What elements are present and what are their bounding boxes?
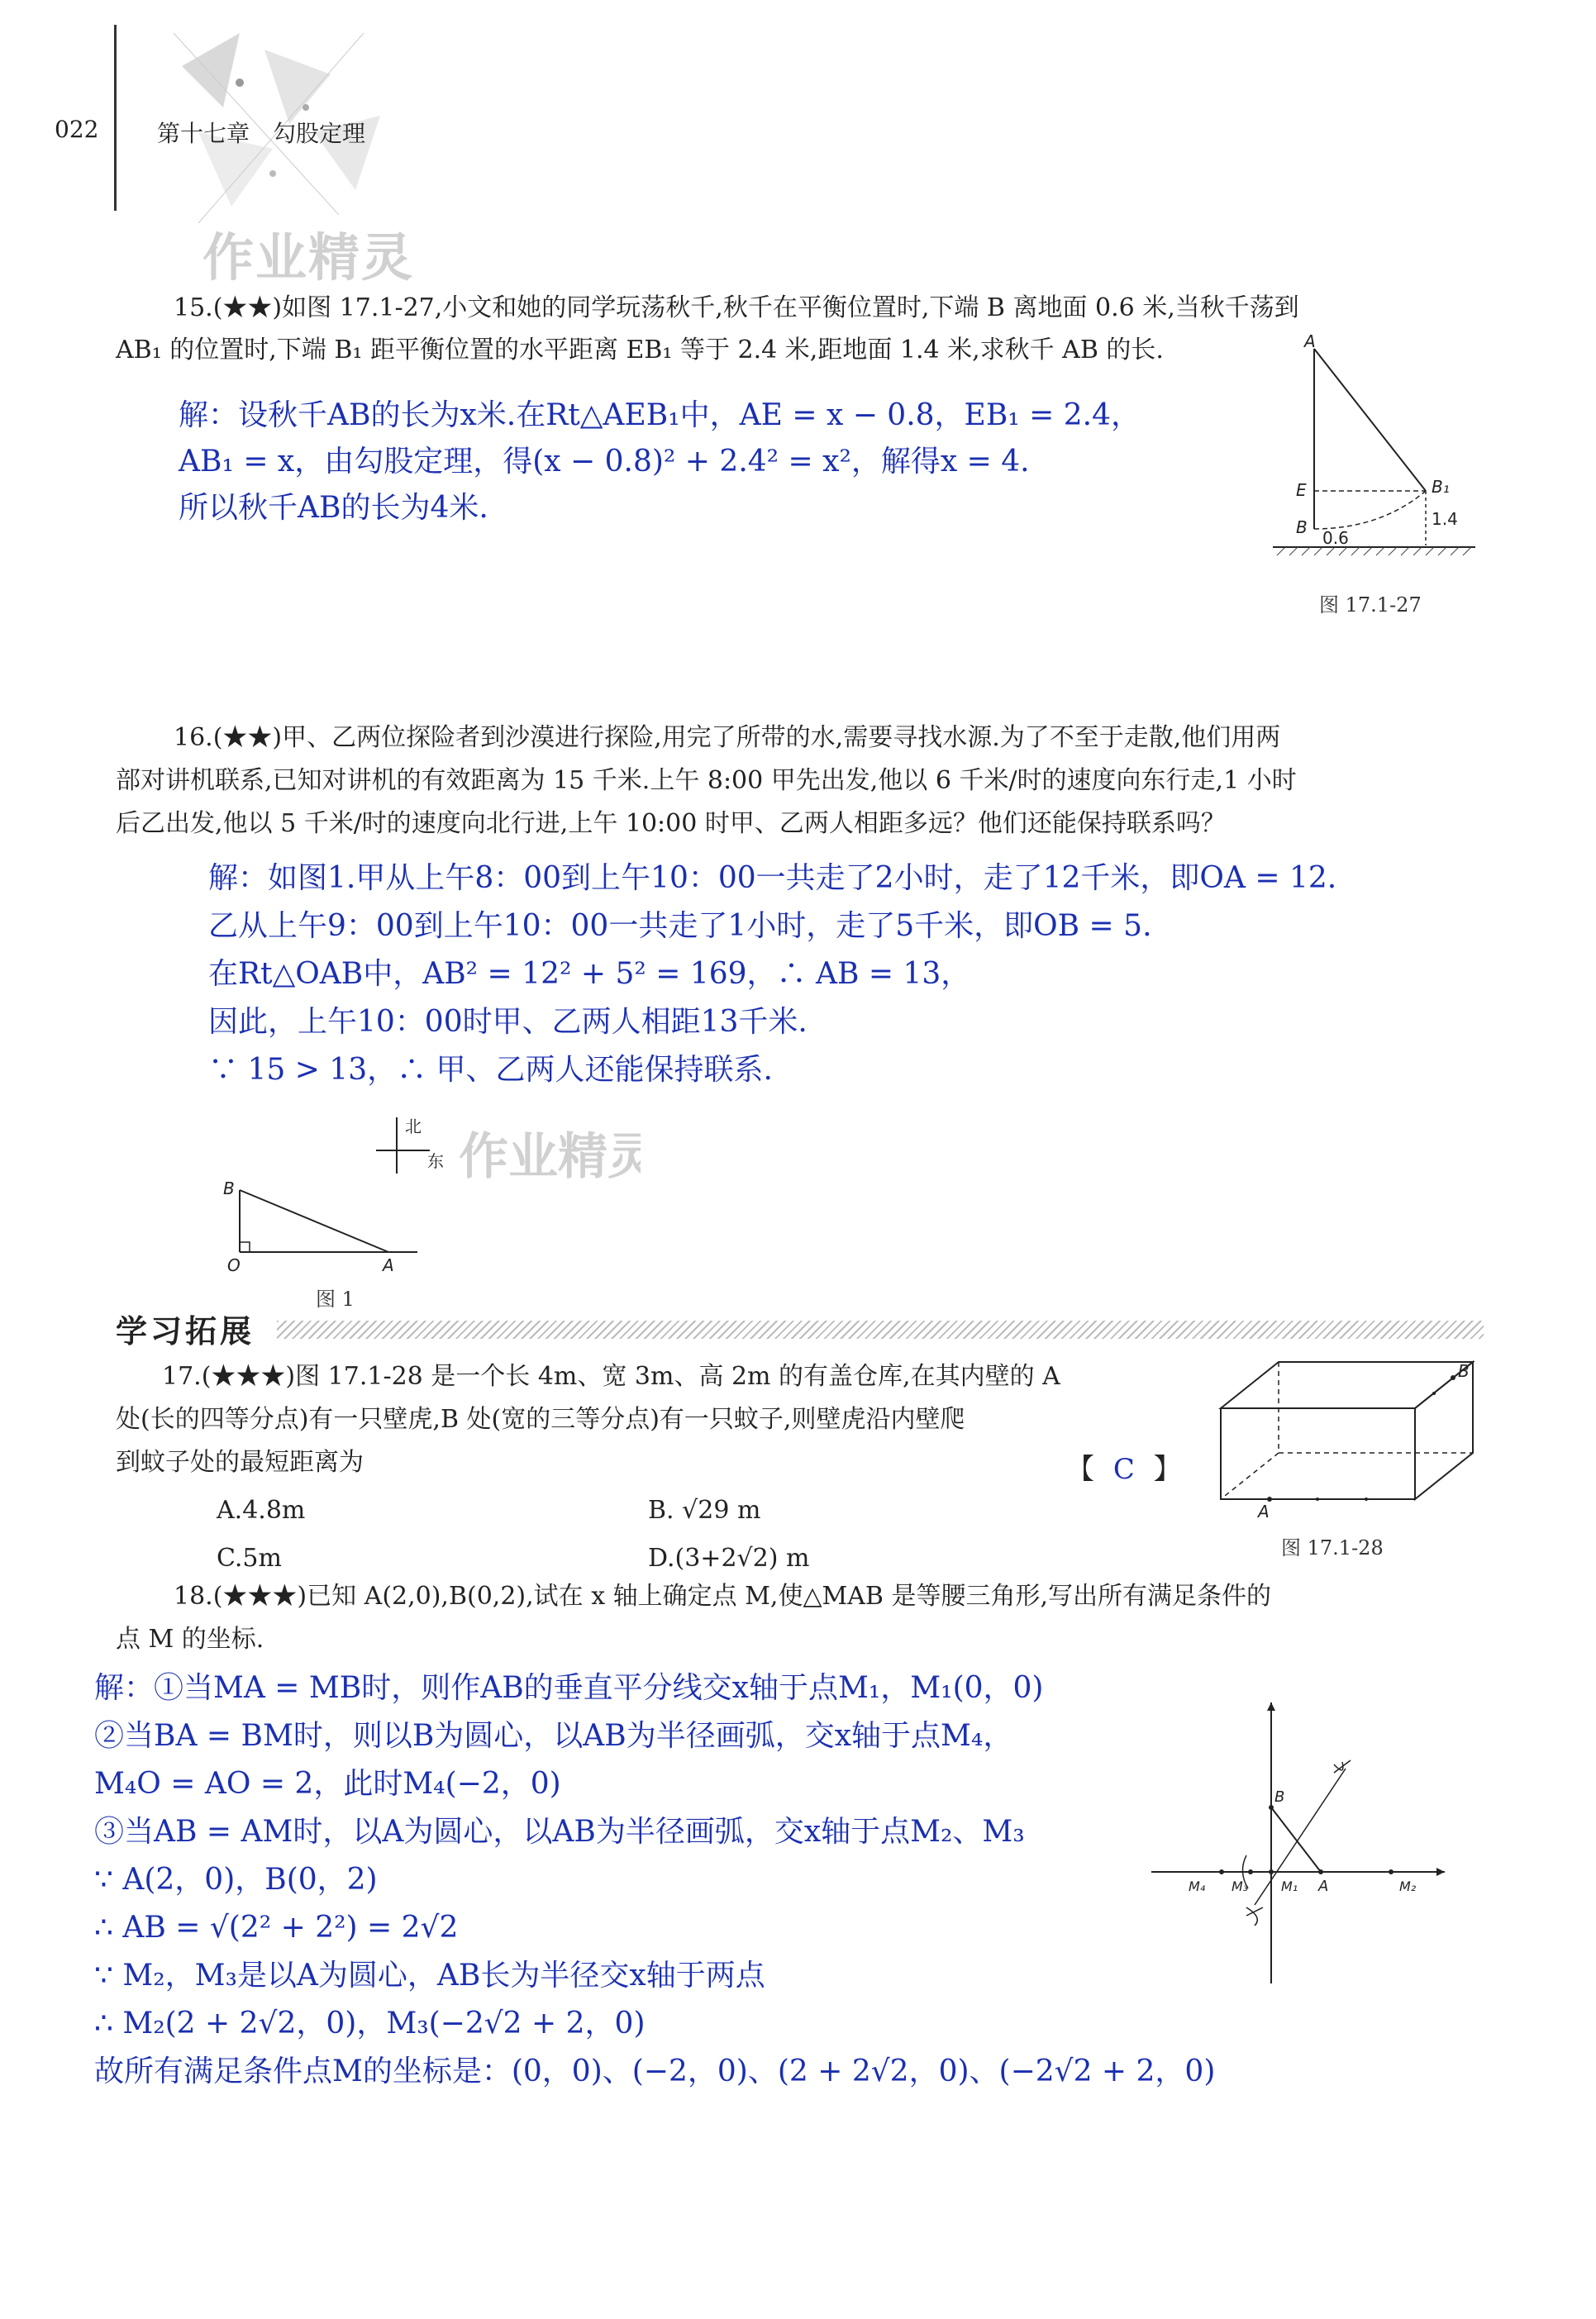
q16-answer-line1: 解：如图1.甲从上午8：00到上午10：00一共走了2小时，走了12千米，即OA = 12. bbox=[208, 861, 1337, 895]
q18-answer-line1: 解：①当MA = MB时，则作AB的垂直平分线交x轴于点M₁，M₁(0，0) bbox=[94, 1671, 1044, 1705]
swing-arc bbox=[1314, 491, 1426, 529]
q17-answer: C bbox=[1112, 1453, 1135, 1486]
q16-text-line3: 后乙出发,他以 5 千米/时的速度向北行进,上午 10:00 时甲、乙两人相距多远？他们还能保持联系吗？ bbox=[116, 809, 1226, 838]
label-a: A bbox=[1318, 1878, 1329, 1895]
q18-text-line2: 点 M 的坐标. bbox=[116, 1625, 264, 1654]
q15-answer-line2: AB₁ = x，由勾股定理，得(x − 0.8)² + 2.4² = x²，解得x = 4. bbox=[179, 445, 1030, 479]
label-b: B bbox=[223, 1179, 235, 1198]
label-06: 0.6 bbox=[1322, 528, 1349, 548]
label-a: A bbox=[1304, 331, 1316, 351]
label-b1: B₁ bbox=[1432, 477, 1450, 497]
compass-east: 东 bbox=[427, 1151, 444, 1171]
right-angle-mark bbox=[240, 1242, 250, 1252]
q15-answer-line3: 所以秋千AB的长为4米. bbox=[179, 491, 488, 525]
q16-text-line2: 部对讲机联系,已知对讲机的有效距离为 15 千米.上午 8:00 甲先出发,他以 6 千米/时的速度向东行走,1 小时 bbox=[116, 766, 1297, 795]
q18-answer-line9: 故所有满足条件点M的坐标是：(0，0)、(−2，0)、(2 + 2√2，0)、(−2√2 + 2，0) bbox=[94, 2055, 1216, 2088]
box-right bbox=[1415, 1362, 1473, 1499]
q15-answer-line1: 解：设秋千AB的长为x米.在Rt△AEB₁中，AE = x − 0.8，EB₁ = 2.4， bbox=[179, 398, 1141, 432]
watermark-figure: 作业精灵 bbox=[459, 1128, 641, 1186]
q16-answer-line3: 在Rt△OAB中，AB² = 12² + 5² = 169，∴ AB = 13， bbox=[208, 957, 971, 991]
q15-figure bbox=[1273, 331, 1488, 570]
q18-answer-line8: ∴ M₂(2 + 2√2，0)，M₃(−2√2 + 2，0) bbox=[94, 2007, 646, 2040]
q16-text-line1: 16.(★★)甲、乙两位探险者到沙漠进行探险,用完了所带的水,需要寻找水源.为了不至于走散,他们用两 bbox=[174, 723, 1281, 752]
q16-answer-line2: 乙从上午9：00到上午10：00一共走了1小时，走了5千米，即OB = 5. bbox=[208, 909, 1152, 943]
label-m1: M₁ bbox=[1281, 1879, 1298, 1894]
q15-text-line1: 15.(★★)如图 17.1-27,小文和她的同学玩荡秋千,秋千在平衡位置时,下端 B 离地面 0.6 米,当秋千荡到 bbox=[174, 293, 1299, 322]
q16-answer-line4: 因此，上午10：00时甲、乙两人相距13千米. bbox=[208, 1005, 808, 1039]
triangle-ab bbox=[240, 1190, 388, 1252]
label-e: E bbox=[1296, 480, 1307, 500]
q17-text-line2: 处(长的四等分点)有一只壁虎,B 处(宽的三等分点)有一只蚊子,则壁虎沿内壁爬 bbox=[116, 1405, 965, 1434]
q18-answer-line7: ∵ M₂，M₃是以A为圆心，AB长为半径交x轴于两点 bbox=[94, 1959, 765, 1993]
box-top bbox=[1221, 1362, 1473, 1408]
q18-figure bbox=[1147, 1694, 1453, 2000]
watermark-top: 作业精灵 bbox=[202, 227, 415, 288]
label-b: B bbox=[1458, 1361, 1470, 1381]
q18-text-line1: 18.(★★★)已知 A(2,0),B(0,2),试在 x 轴上确定点 M,使△MAB 是等腰三角形,写出所有满足条件的 bbox=[174, 1582, 1272, 1611]
label-m4: M₄ bbox=[1189, 1879, 1206, 1894]
section-hatch bbox=[277, 1321, 1484, 1339]
label-a: A bbox=[383, 1255, 394, 1275]
q17-option-a: A.4.8m bbox=[217, 1496, 306, 1525]
label-b: B bbox=[1296, 517, 1308, 537]
point-b bbox=[1451, 1375, 1455, 1380]
bracket-right: 】 bbox=[1153, 1453, 1182, 1486]
chapter-title: 第十七章 勾股定理 bbox=[157, 120, 366, 147]
section-title: 学习拓展 bbox=[116, 1312, 255, 1350]
header-rule bbox=[114, 25, 117, 211]
q16-figure bbox=[211, 1107, 641, 1285]
label-m2: M₂ bbox=[1399, 1879, 1417, 1894]
swing-rope-ab1 bbox=[1314, 349, 1426, 491]
q17-text-line1: 17.(★★★)图 17.1-28 是一个长 4m、宽 3m、高 2m 的有盖仓库,在其内壁的 A bbox=[162, 1362, 1060, 1391]
hidden-edge-d bbox=[1221, 1453, 1279, 1499]
label-14: 1.4 bbox=[1432, 509, 1458, 529]
perp-bisector bbox=[1255, 1769, 1346, 1905]
q17-option-d: D.(3+2√2) m bbox=[648, 1544, 810, 1573]
q16-answer-line5: ∵ 15 > 13，∴ 甲、乙两人还能保持联系. bbox=[208, 1053, 773, 1087]
q16-figure-caption: 图 1 bbox=[316, 1288, 355, 1311]
q18-answer-line5: ∵ A(2，0)，B(0，2) bbox=[94, 1863, 378, 1897]
q18-answer-line2: ②当BA = BM时，则以B为圆心，以AB为半径画弧，交x轴于点M₄， bbox=[94, 1719, 1013, 1753]
label-b: B bbox=[1274, 1788, 1285, 1806]
q18-answer-line6: ∴ AB = √(2² + 2²) = 2√2 bbox=[94, 1911, 459, 1945]
label-m3: M₃ bbox=[1232, 1879, 1249, 1894]
q18-answer-line3: M₄O = AO = 2，此时M₄(−2，0) bbox=[94, 1767, 561, 1801]
q17-figure-caption: 图 17.1-28 bbox=[1281, 1536, 1384, 1559]
q18-answer-line4: ③当AB = AM时，以A为圆心，以AB为半径画弧，交x轴于点M₂、M₃ bbox=[94, 1815, 1025, 1849]
box-front bbox=[1221, 1408, 1415, 1499]
q17-option-c: C.5m bbox=[217, 1544, 282, 1573]
label-a: A bbox=[1258, 1502, 1270, 1517]
q15-figure-caption: 图 17.1-27 bbox=[1319, 593, 1422, 617]
q17-text-line3: 到蚊子处的最短距离为 bbox=[116, 1448, 364, 1477]
q15-text-line2: AB₁ 的位置时,下端 B₁ 距平衡位置的水平距离 EB₁ 等于 2.4 米,距地面 1.4 米,求秋千 AB 的长. bbox=[116, 336, 1164, 364]
arc-bottom bbox=[1246, 1907, 1257, 1926]
q17-figure bbox=[1208, 1352, 1489, 1517]
q17-answer-bracket bbox=[1066, 1446, 1182, 1487]
compass-north: 北 bbox=[405, 1117, 422, 1136]
page-number: 022 bbox=[55, 116, 99, 143]
bracket-left: 【 bbox=[1066, 1453, 1094, 1486]
label-o: O bbox=[227, 1255, 241, 1275]
q17-option-b: B. √29 m bbox=[648, 1496, 761, 1525]
